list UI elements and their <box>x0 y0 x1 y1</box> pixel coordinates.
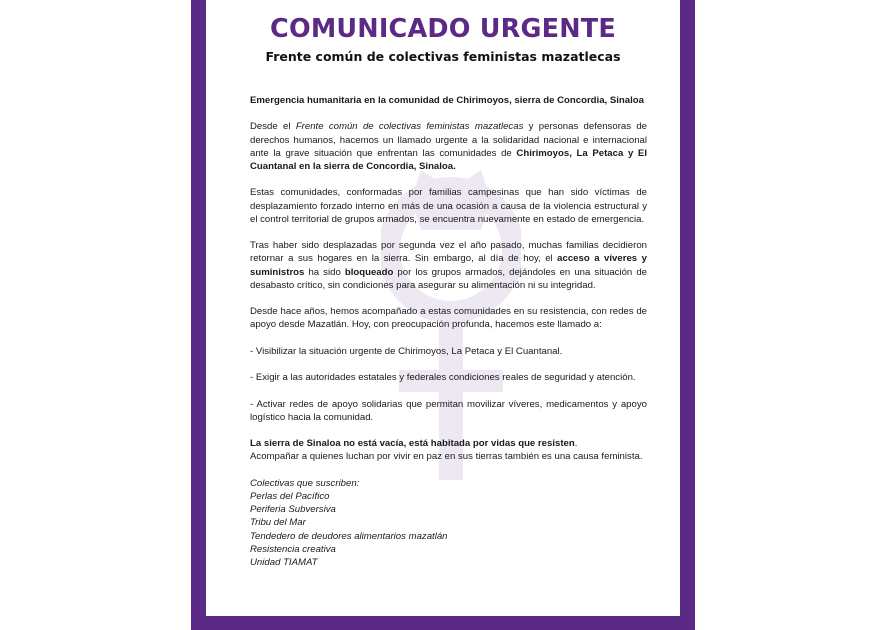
paragraph-1-text-c: y personas defensoras de derechos humanos, hacemos un llamado urgente a la solidaridad nacional e internacional ante la grave situación que enfrentan las comunidades de <box>250 121 647 159</box>
paragraph-3-text-c: ha sido <box>304 266 345 278</box>
paragraph-3-bold-d: bloqueado <box>344 266 394 278</box>
paragraph-3 <box>250 239 647 292</box>
signer-name: Resistencia creativa <box>250 543 336 555</box>
section-heading: Emergencia humanitaria en la comunidad de Chirimoyos, sierra de Concordia, Sinaloa <box>250 95 644 106</box>
list-item: - Activar redes de apoyo solidarias que permitan movilizar víveres, medicamentos y apoyo logístico hacia la comunidad. <box>250 398 647 423</box>
signers-block <box>250 477 647 569</box>
signer-name: Perlas del Pacífico <box>250 490 330 502</box>
paragraph-5 <box>250 437 647 463</box>
paragraph-4: Desde hace años, hemos acompañado a estas comunidades en su resistencia, con redes de apoyo desde Mazatlán. Hoy, con preocupación profunda, hacemos este llamado a: <box>250 306 647 331</box>
signer-name: Unidad TIAMAT <box>250 556 318 568</box>
list-item: - Visibilizar la situación urgente de Chirimoyos, La Petaca y El Cuantanal. <box>250 345 563 357</box>
paragraph-5-bold: La sierra de Sinaloa no está vacía, está habitada por vidas que resisten <box>250 438 575 450</box>
signer-name: Periferia Subversiva <box>250 504 336 516</box>
paragraph-3-text-e: por los grupos armados, dejándoles en una situación de desabasto crítico, sin condiciones para asegurar su alimentación ni su integridad. <box>250 266 647 291</box>
list-item: - Exigir a las autoridades estatales y federales condiciones reales de seguridad y atención. <box>250 372 636 384</box>
paragraph-5-text: Acompañar a quienes luchan por vivir en paz en sus tierras también es una causa feminista. <box>250 451 643 463</box>
paragraph-3-text-a: Tras haber sido desplazadas por segunda vez el año pasado, muchas familias decidieron retornar a sus hogares en la sierra. Sin embargo, al día de hoy, el <box>250 240 647 265</box>
paragraph-1-text-a: Desde el <box>250 121 296 133</box>
signer-name: Tribu del Mar <box>250 517 306 529</box>
paragraph-5-period: . <box>574 438 578 450</box>
signer-name: Tendedero de deudores alimentarios mazatlán <box>250 530 448 542</box>
page-title: COMUNICADO URGENTE <box>270 14 616 44</box>
paragraph-1-italic: Frente común de colectivas feministas mazatlecas <box>295 121 524 133</box>
document-body <box>250 94 647 569</box>
paragraph-1-bold: Chirimoyos, La Petaca y El Cuantanal en la sierra de Concordia, Sinaloa. <box>250 147 647 172</box>
paragraph-2: Estas comunidades, conformadas por familias campesinas que han sido víctimas de desplazamiento forzado interno en más de una ocasión a causa de la violencia estructural y el control territorial de grupos armados, se encuentra nuevamente en estado de emergencia. <box>250 187 647 225</box>
paragraph-3-bold-b: acceso a víveres y suministros <box>250 253 647 278</box>
demands-list <box>250 345 647 424</box>
document-sheet <box>206 0 680 616</box>
document-frame <box>191 0 695 630</box>
signers-label: Colectivas que suscriben: <box>250 477 360 489</box>
page-subtitle: Frente común de colectivas feministas mazatlecas <box>265 49 621 64</box>
paragraph-1 <box>250 120 647 173</box>
